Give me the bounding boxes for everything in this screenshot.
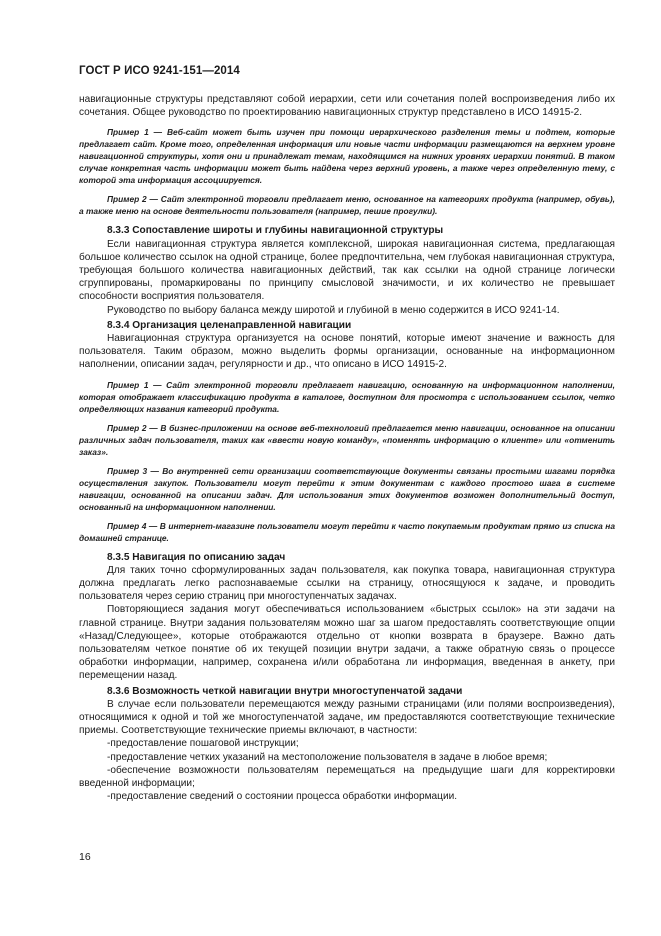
page-number: 16 <box>79 851 91 863</box>
paragraph: Для таких точно сформулированных задач пользователя, как покупка товара, навигационная структура должна предлагать легко распознаваемые ссылки на страницу, относящуюся к задаче, и проводить пользователя через серию страниц при многоступенчатых задачах. <box>79 564 615 603</box>
paragraph: Руководство по выбору баланса между широтой и глубиной в меню содержится в ИСО 9241-14. <box>107 304 560 316</box>
list-item <box>79 764 615 790</box>
example-note: Пример 4 — В интернет-магазине пользователи могут перейти к часто покупаемым продуктам прямо из списка на домашней странице. <box>79 520 615 543</box>
example-note: Пример 2 — В бизнес-приложении на основе веб-технологий предлагается меню навигации, основанное на описании различных задач пользователя, таких как «ввести новую команду», «поменять информацию о клиенте» или «отменить заказ». <box>79 422 615 457</box>
example-note: Пример 2 — Сайт электронной торговли предлагает меню, основанное на категориях продукта (например, обувь), а также меню на основе деятельности пользователя (например, пешие прогулки). <box>79 194 615 217</box>
list-item <box>79 790 615 803</box>
section-heading-8-3-5: 8.3.5 Навигация по описанию задач <box>107 551 286 563</box>
list-item-text: предоставление пошаговой инструкции; <box>110 738 299 750</box>
section-heading-8-3-4: 8.3.4 Организация целенаправленной навигации <box>107 319 352 331</box>
paragraph: Повторяющиеся задания могут обеспечиваться использованием «быстрых ссылок» на эти задачи на главной странице. Внутри задания пользователям можно шаг за шагом предоставлять соответствующие опции «Назад/Следующее», которые отображаются отдельно от кнопки возврата в браузере. Важно дать пользователям четкое понятие об их текущей позиции внутри задачи, а также обратную связь о процессе обработки информации, например, сохранена и/или обработана ли информация, введенная в анкету, при перемещении назад. <box>79 604 615 682</box>
page-content <box>79 93 615 804</box>
list-item <box>79 737 615 750</box>
example-note: Пример 3 — Во внутренней сети организации соответствующие документы связаны простыми шагами порядка осуществления закупок. Пользователи могут перейти к этим документам с каждого простого шага в системе навигации, основанной на описании задач. Для использования этих документов возможен дополнительный доступ, основанный на информационном наполнении. <box>79 465 615 512</box>
dash-marker: - <box>107 791 111 803</box>
list-item <box>79 751 615 764</box>
list-item-text: предоставление четких указаний на местоположение пользователя в задаче в любое время; <box>110 751 548 763</box>
paragraph: Если навигационная структура является комплексной, широкая навигационная система, предлагающая большое количество ссылок на одной странице, более предпочтительна, чем глубокая навигационная структура, требующая большого количества навигационных действий, так как ссылки на одной странице логически сгруппированы, промаркированы по принципу смысловой значимости, и их количество не превышает способности восприятия пользователя. <box>79 238 615 303</box>
section-heading-8-3-3: 8.3.3 Сопоставление широты и глубины навигационной структуры <box>107 225 444 237</box>
document-header: ГОСТ Р ИСО 9241-151—2014 <box>79 65 240 77</box>
paragraph: В случае если пользователи перемещаются между разными страницами (или полями воспроизведения), относящимися к одной и той же многоступенчатой задаче, им предоставляются соответствующие технические приемы. Соответствующие технические приемы включают, в частности: <box>79 698 615 737</box>
list-item-text: предоставление сведений о состоянии процесса обработки информации. <box>110 791 458 803</box>
paragraph: Навигационная структура организуется на основе понятий, которые имеют значение и важность для пользователя. Таким образом, можно выделить формы организации, основанные на информационном наполнении, описании задач, регулярности и др., что описано в ИСО 14915-2. <box>79 333 615 371</box>
section-heading-8-3-6: 8.3.6 Возможность четкой навигации внутри многоступенчатой задачи <box>107 685 463 697</box>
dash-marker: - <box>107 751 111 763</box>
list-item-text: обеспечение возможности пользователям перемещаться на предыдущие шаги для корректировки введенной информации; <box>79 764 615 790</box>
example-note: Пример 1 — Сайт электронной торговли предлагает навигацию, основанную на информационном наполнении, которая отображает классификацию продукта в каталоге, доступном для просмотра с использованием ссылок, четко определяющих названия категорий продукта. <box>79 379 615 414</box>
dash-marker: - <box>107 738 111 750</box>
dash-marker: - <box>107 764 111 776</box>
paragraph: навигационные структуры представляют собой иерархии, сети или сочетания полей воспроизведения либо их сочетания. Общее руководство по проектированию навигационных структур представлено в ИСО 14915-2. <box>79 94 615 119</box>
example-note: Пример 1 — Веб-сайт может быть изучен при помощи иерархического разделения темы и подтем, которые предлагает сайт. Кроме того, определенная информация или новые части информации размещаются на верхнем уровне навигационной структуры, хотя они и принадлежат темам, находящимся на нижних уровнях иерархии понятий. В таком случае конкретная часть информации может быть найдена через верхний уровень, а также через определенную тему, с которой эта информация ассоциируется. <box>79 127 615 186</box>
